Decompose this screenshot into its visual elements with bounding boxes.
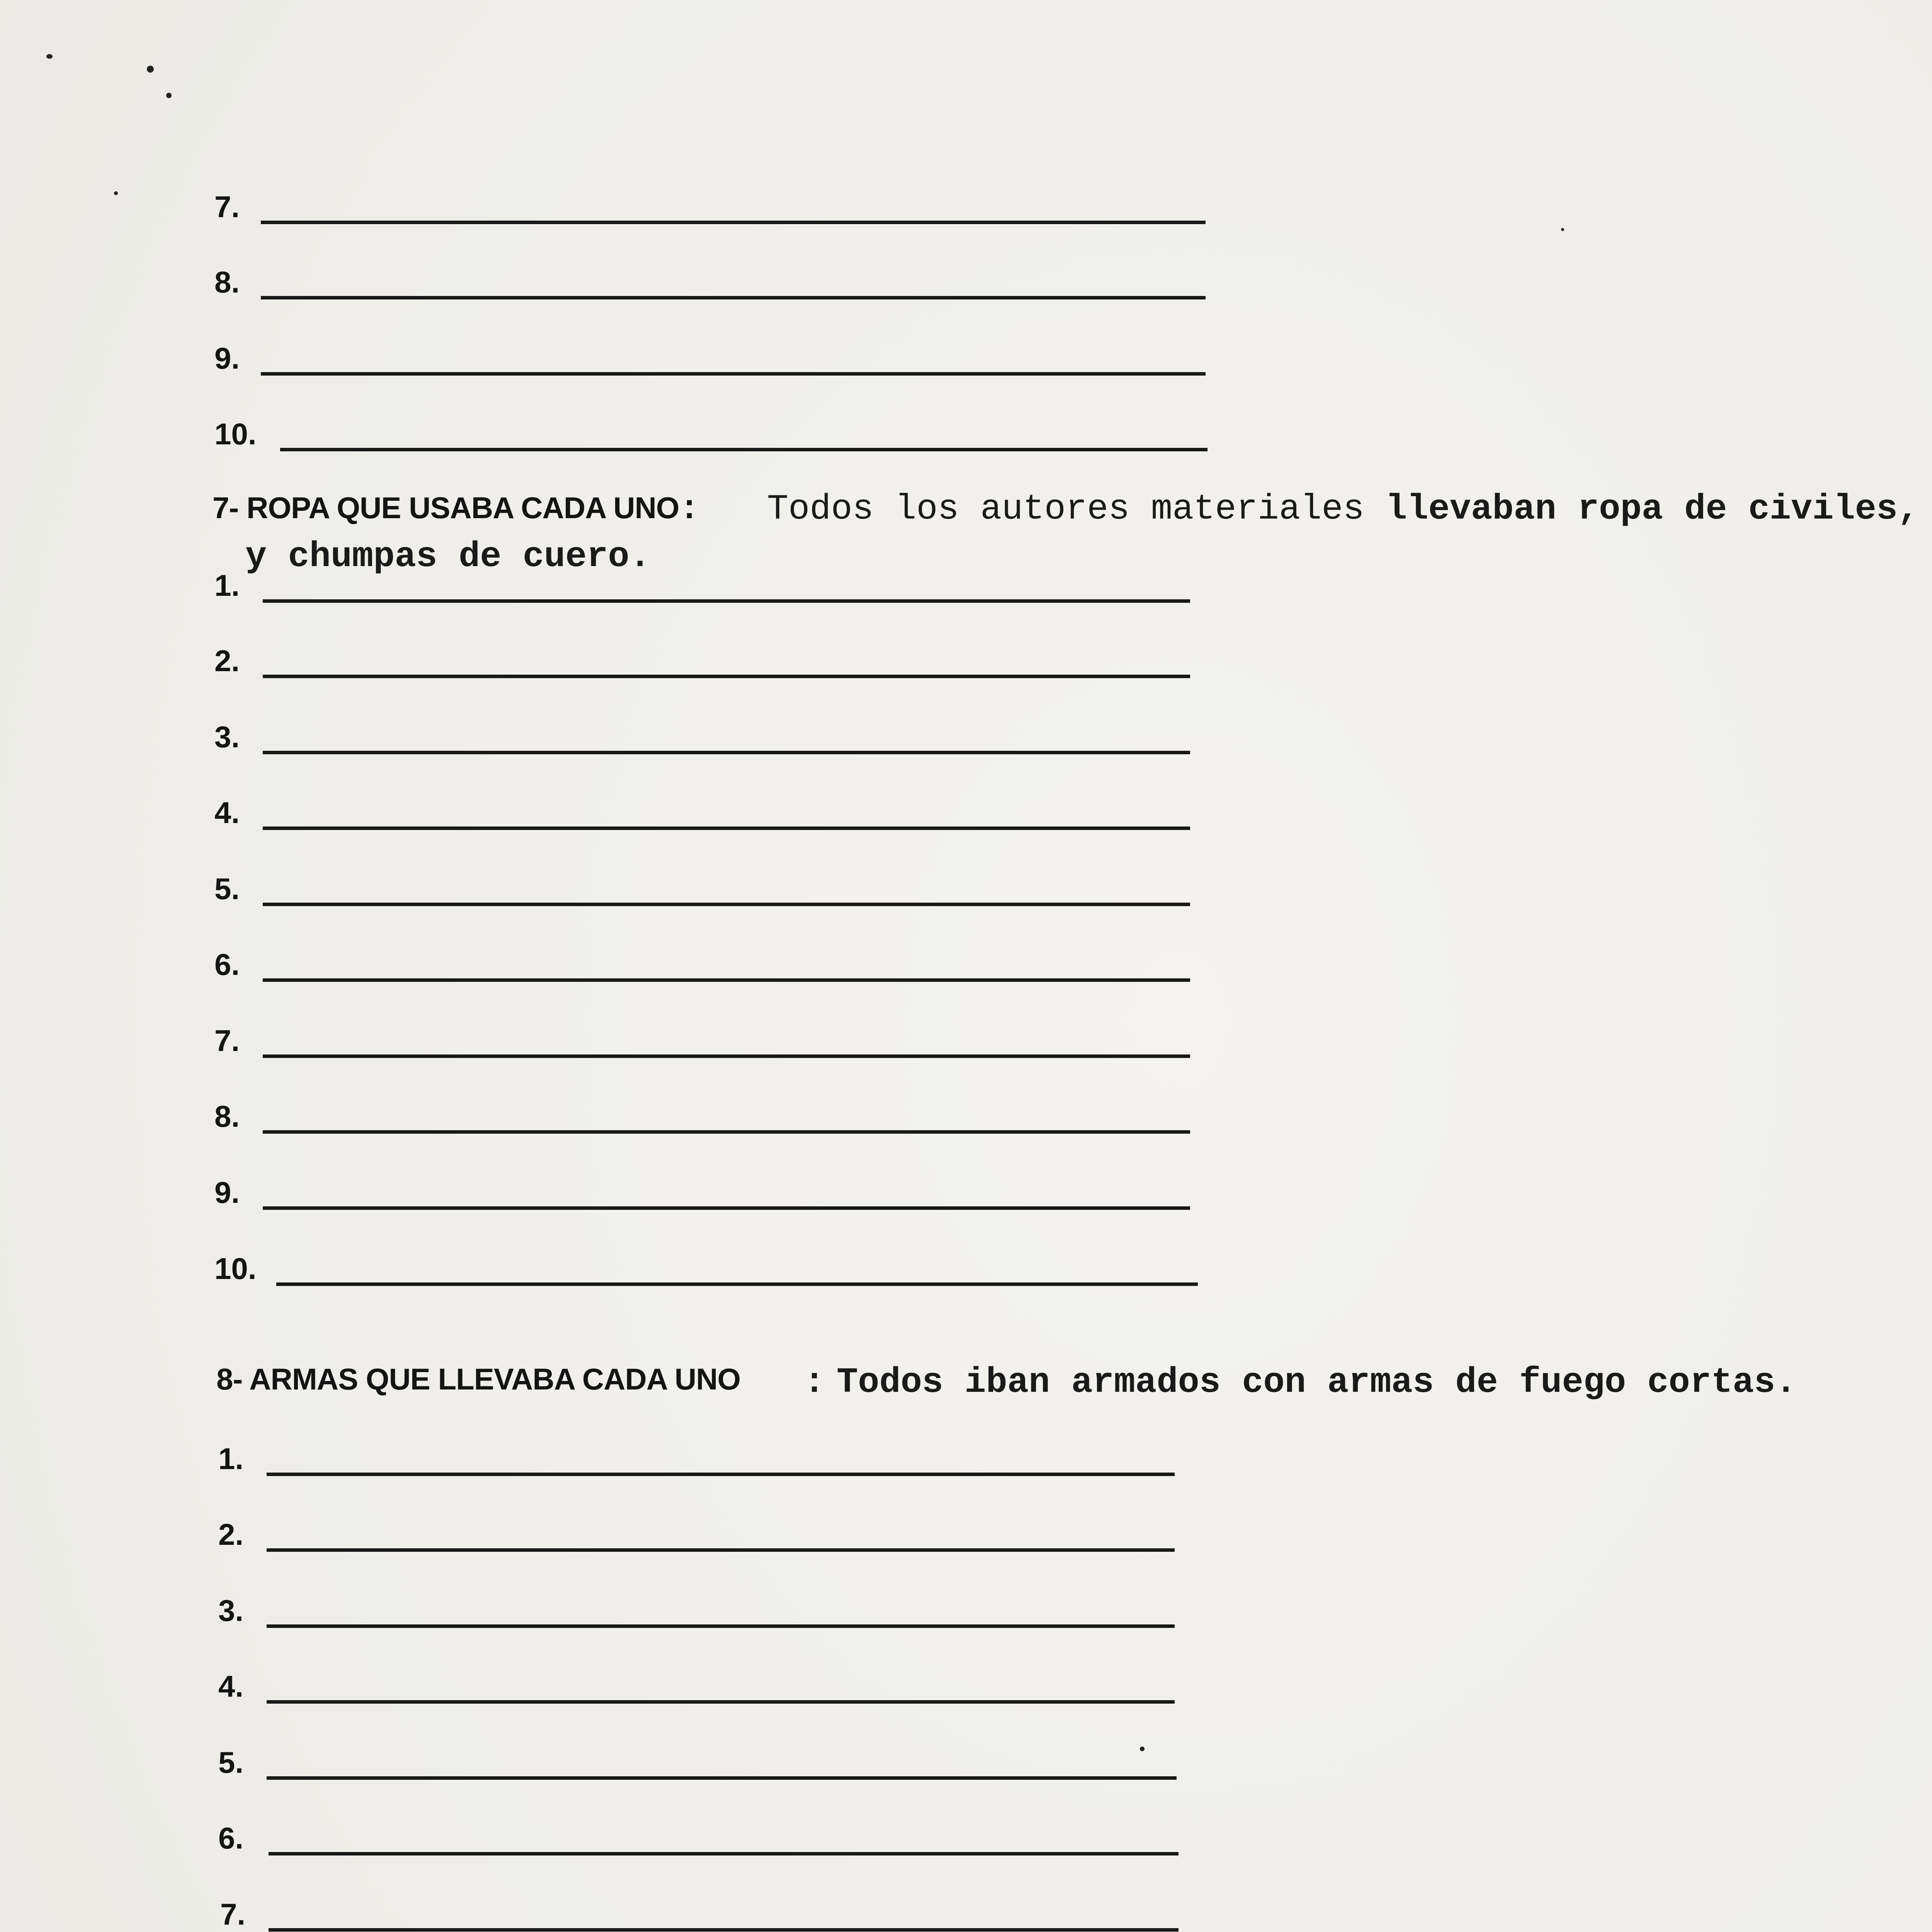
list-item bbox=[214, 1015, 1196, 1058]
item-number: 8. bbox=[214, 1099, 240, 1133]
answer-line[interactable] bbox=[280, 448, 1208, 451]
answer-line[interactable] bbox=[261, 296, 1206, 299]
list-item bbox=[214, 409, 1211, 451]
answer-line[interactable] bbox=[263, 675, 1190, 678]
scan-speck bbox=[147, 66, 154, 73]
list-item bbox=[218, 1737, 1192, 1780]
answer-line[interactable] bbox=[263, 751, 1190, 754]
list-item bbox=[214, 1167, 1196, 1210]
list-item bbox=[214, 939, 1196, 982]
answer-line[interactable] bbox=[263, 903, 1190, 906]
list-item bbox=[214, 560, 1196, 603]
item-number: 1. bbox=[218, 1442, 244, 1476]
list-item bbox=[214, 1243, 1204, 1286]
item-number: 8. bbox=[214, 265, 240, 299]
item-number: 6. bbox=[214, 947, 240, 981]
answer-line[interactable] bbox=[267, 1473, 1175, 1476]
scan-speck bbox=[1140, 1747, 1145, 1751]
item-number: 7. bbox=[220, 1897, 246, 1931]
item-number: 9. bbox=[214, 341, 240, 375]
list-item bbox=[218, 1509, 1192, 1552]
answer-line[interactable] bbox=[267, 1624, 1175, 1628]
section7-heading: 7- ROPA QUE USABA CADA UNO: bbox=[213, 490, 699, 529]
section7-typed-line2: y chumpas de cuero. bbox=[245, 536, 651, 577]
item-number: 4. bbox=[214, 796, 240, 830]
answer-line[interactable] bbox=[267, 1548, 1175, 1552]
section7-typed-line1: Todos los autores materiales llevaban ropa de civiles, bbox=[767, 489, 1919, 529]
list-item bbox=[214, 1091, 1196, 1134]
item-number: 2. bbox=[214, 644, 240, 678]
item-number: 7. bbox=[214, 190, 240, 224]
scan-speck bbox=[46, 54, 53, 59]
answer-line[interactable] bbox=[267, 1776, 1177, 1780]
item-number: 3. bbox=[218, 1594, 244, 1628]
list-item bbox=[214, 712, 1196, 754]
item-number: 3. bbox=[214, 720, 240, 754]
section8-typed-text: : Todos iban armados con armas de fuego cortas. bbox=[804, 1362, 1797, 1403]
scan-speck bbox=[1561, 228, 1564, 231]
answer-line[interactable] bbox=[263, 978, 1190, 982]
list-item bbox=[214, 257, 1211, 299]
answer-line[interactable] bbox=[263, 1054, 1190, 1058]
answer-line[interactable] bbox=[276, 1282, 1198, 1286]
list-item bbox=[220, 1889, 1202, 1932]
answer-line[interactable] bbox=[269, 1852, 1179, 1855]
item-number: 10. bbox=[214, 417, 257, 451]
item-number: 7. bbox=[214, 1024, 240, 1058]
list-item bbox=[218, 1813, 1200, 1855]
list-item bbox=[214, 864, 1196, 906]
list-item bbox=[214, 333, 1211, 376]
item-number: 1. bbox=[214, 568, 240, 602]
list-item bbox=[218, 1434, 1192, 1476]
item-number: 4. bbox=[218, 1669, 244, 1703]
answer-line[interactable] bbox=[269, 1928, 1179, 1932]
answer-line[interactable] bbox=[263, 827, 1190, 830]
list-item bbox=[218, 1585, 1192, 1628]
answer-line[interactable] bbox=[263, 1130, 1190, 1134]
list-item bbox=[218, 1661, 1192, 1704]
answer-line[interactable] bbox=[263, 599, 1190, 603]
scan-speck bbox=[166, 93, 172, 98]
section8-heading: 8- ARMAS QUE LLEVABA CADA UNO bbox=[216, 1362, 741, 1396]
item-number: 5. bbox=[214, 872, 240, 906]
item-number: 2. bbox=[218, 1517, 244, 1551]
item-number: 6. bbox=[218, 1821, 244, 1855]
item-number: 9. bbox=[214, 1175, 240, 1209]
answer-line[interactable] bbox=[261, 221, 1206, 224]
list-item bbox=[214, 636, 1196, 678]
scan-speck bbox=[114, 191, 118, 195]
answer-line[interactable] bbox=[263, 1206, 1190, 1210]
list-item bbox=[214, 182, 1211, 224]
answer-line[interactable] bbox=[267, 1700, 1175, 1704]
item-number: 5. bbox=[218, 1745, 244, 1779]
list-item bbox=[214, 787, 1196, 830]
answer-line[interactable] bbox=[261, 372, 1206, 376]
item-number: 10. bbox=[214, 1252, 257, 1286]
